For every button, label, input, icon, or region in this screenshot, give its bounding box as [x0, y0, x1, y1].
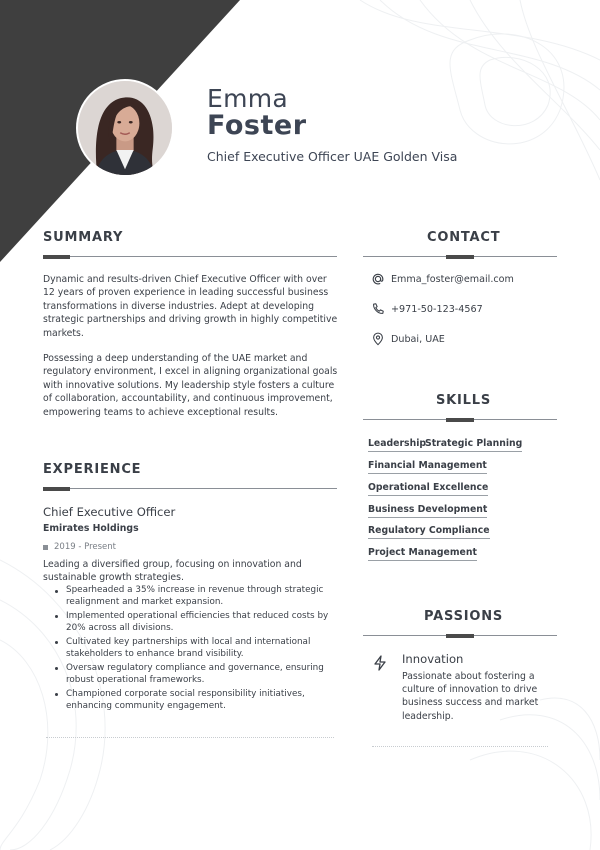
list-item: Cultivated key partnerships with local and international stakeholders to enhance brand visibility. [55, 637, 330, 660]
summary-divider-accent [43, 255, 70, 259]
contact-location [371, 332, 445, 346]
list-item: Championed corporate social responsibility initiatives, enhancing community engagement. [55, 689, 330, 712]
skill-tag: Business Development [368, 504, 487, 518]
contact-heading: CONTACT [427, 230, 501, 245]
summary-paragraph-2: Possessing a deep understanding of the UAE market and regulatory environment, I excel in aligning organizational goals with innovative solutions. My leadership style fosters a culture of collaboration, accountability, and continuous improvement, empowering teams to achieve exceptional results. [43, 353, 338, 418]
phone-text: +971-50-123-4567 [391, 303, 483, 315]
location-pin-icon [371, 332, 385, 346]
experience-end-divider [46, 737, 334, 738]
summary-divider [43, 256, 337, 257]
phone-icon [371, 302, 385, 316]
skill-tag: Operational Excellence [368, 482, 488, 496]
experience-divider [43, 488, 337, 489]
role-title: Chief Executive Officer [43, 505, 176, 519]
first-name: Emma [207, 84, 289, 113]
skill-tag: Financial Management [368, 460, 487, 474]
list-item: Oversaw regulatory compliance and governance, ensuring robust operational frameworks. [55, 663, 330, 686]
experience-divider-accent [43, 487, 70, 491]
list-item: Spearheaded a 35% increase in revenue through strategic realignment and market expansion. [55, 585, 330, 608]
profile-photo [76, 79, 174, 177]
at-sign-icon [371, 272, 385, 286]
summary-heading: SUMMARY [43, 230, 124, 245]
date-marker-icon [43, 545, 48, 550]
company-name: Emirates Holdings [43, 523, 139, 534]
list-item: Implemented operational efficiencies that reduced costs by 20% across all divisions. [55, 611, 330, 634]
skill-tag: Leadership [368, 438, 426, 452]
role-description: Leading a diversified group, focusing on innovation and sustainable growth strategies. [43, 559, 302, 583]
contact-divider-accent [446, 255, 474, 259]
skill-tag: Regulatory Compliance [368, 525, 490, 539]
job-title: Chief Executive Officer UAE Golden Visa [207, 149, 458, 164]
passion-title: Innovation [402, 652, 464, 666]
passions-end-divider [372, 746, 548, 747]
achievements-list [55, 585, 330, 715]
employment-dates [43, 542, 116, 552]
location-text: Dubai, UAE [391, 333, 445, 345]
skills-heading: SKILLS [436, 393, 492, 408]
passion-description: Passionate about fostering a culture of innovation to drive business success and market leadership. [402, 671, 539, 722]
skill-tag: Project Management [368, 547, 477, 561]
last-name: Foster [207, 110, 307, 141]
skill-tag: Strategic Planning [425, 438, 522, 452]
contact-phone[interactable] [371, 302, 483, 316]
summary-paragraph-1: Dynamic and results-driven Chief Executive Officer with over 12 years of proven experience in leading successful business transformations in diverse industries. Adept at developing strategic partnerships and driving growth in highly competitive markets. [43, 274, 338, 339]
lightning-icon [371, 654, 389, 672]
contact-email[interactable] [371, 272, 514, 286]
experience-heading: EXPERIENCE [43, 462, 142, 477]
date-range: 2019 - Present [54, 542, 116, 552]
email-text: Emma_foster@email.com [391, 273, 514, 285]
passions-divider-accent [446, 634, 474, 638]
skills-divider-accent [446, 418, 474, 422]
passions-heading: PASSIONS [424, 609, 504, 624]
